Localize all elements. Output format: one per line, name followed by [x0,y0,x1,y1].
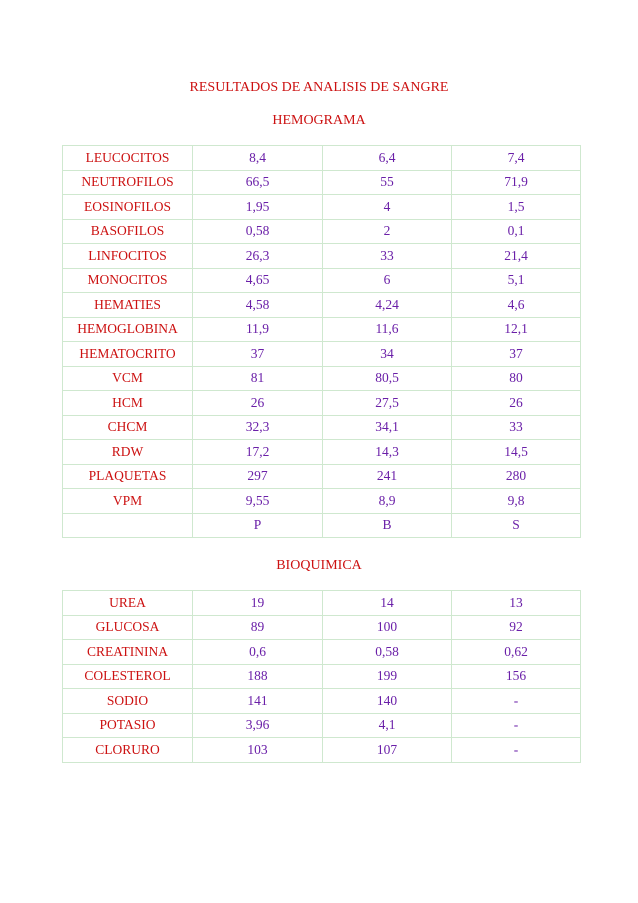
row-label: CLORURO [63,738,193,763]
value-cell: 37 [452,342,581,367]
value-cell: 140 [323,689,452,714]
value-cell: 71,9 [452,170,581,195]
value-cell: 0,1 [452,219,581,244]
value-cell: 14,3 [323,440,452,465]
value-cell: 89 [193,615,323,640]
value-cell: 13 [452,591,581,616]
table-row [63,317,581,342]
table-row [63,640,581,665]
value-cell: 4 [323,195,452,220]
table-row [63,713,581,738]
value-cell: 5,1 [452,268,581,293]
value-cell: 6,4 [323,146,452,171]
table-row [63,366,581,391]
value-cell: - [452,738,581,763]
value-cell: 4,1 [323,713,452,738]
row-label: UREA [63,591,193,616]
value-cell: 0,62 [452,640,581,665]
row-label: LINFOCITOS [63,244,193,269]
hemograma-heading: HEMOGRAMA [272,113,366,128]
table-row [63,464,581,489]
value-cell: 4,6 [452,293,581,318]
value-cell: 280 [452,464,581,489]
row-label: PLAQUETAS [63,464,193,489]
row-label: EOSINOFILOS [63,195,193,220]
value-cell: 12,1 [452,317,581,342]
value-cell: 100 [323,615,452,640]
value-cell: 33 [323,244,452,269]
table-row [63,591,581,616]
value-cell: 26 [193,391,323,416]
row-label: RDW [63,440,193,465]
row-label: VPM [63,489,193,514]
row-label [63,513,193,538]
value-cell: 66,5 [193,170,323,195]
row-label: HEMOGLOBINA [63,317,193,342]
value-cell: 0,58 [323,640,452,665]
value-cell: 33 [452,415,581,440]
table-row [63,415,581,440]
table-row [63,170,581,195]
row-label: HEMATIES [63,293,193,318]
page-title: RESULTADOS DE ANALISIS DE SANGRE [189,80,449,95]
value-cell: 32,3 [193,415,323,440]
bioquimica-table [62,590,581,763]
table-row [63,293,581,318]
row-label: VCM [63,366,193,391]
table-row [63,219,581,244]
value-cell: 55 [323,170,452,195]
value-cell: 199 [323,664,452,689]
value-cell: 34,1 [323,415,452,440]
table-row [63,342,581,367]
row-label: HCM [63,391,193,416]
value-cell: 21,4 [452,244,581,269]
value-cell: - [452,713,581,738]
row-label: GLUCOSA [63,615,193,640]
table-row [63,689,581,714]
value-cell: 19 [193,591,323,616]
value-cell: S [452,513,581,538]
row-label: MONOCITOS [63,268,193,293]
value-cell: 4,58 [193,293,323,318]
value-cell: 80 [452,366,581,391]
value-cell: 80,5 [323,366,452,391]
value-cell: P [193,513,323,538]
value-cell: 188 [193,664,323,689]
table-row [63,244,581,269]
row-label: NEUTROFILOS [63,170,193,195]
value-cell: 17,2 [193,440,323,465]
table-row [63,489,581,514]
row-label: CHCM [63,415,193,440]
row-label: LEUCOCITOS [63,146,193,171]
table-row [63,195,581,220]
value-cell: 241 [323,464,452,489]
table-row [63,513,581,538]
value-cell: 14 [323,591,452,616]
value-cell: 297 [193,464,323,489]
bioquimica-heading: BIOQUIMICA [276,558,362,573]
row-label: HEMATOCRITO [63,342,193,367]
value-cell: 141 [193,689,323,714]
table-row [63,146,581,171]
value-cell: 107 [323,738,452,763]
value-cell: B [323,513,452,538]
value-cell: 1,95 [193,195,323,220]
row-label: CREATININA [63,640,193,665]
table-row [63,615,581,640]
value-cell: 11,6 [323,317,452,342]
value-cell: 8,9 [323,489,452,514]
row-label: BASOFILOS [63,219,193,244]
table-row [63,440,581,465]
value-cell: 81 [193,366,323,391]
row-label: POTASIO [63,713,193,738]
row-label: COLESTEROL [63,664,193,689]
hemograma-table [62,145,581,538]
value-cell: 14,5 [452,440,581,465]
row-label: SODIO [63,689,193,714]
value-cell: 1,5 [452,195,581,220]
value-cell: - [452,689,581,714]
value-cell: 27,5 [323,391,452,416]
table-row [63,664,581,689]
value-cell: 156 [452,664,581,689]
value-cell: 103 [193,738,323,763]
value-cell: 3,96 [193,713,323,738]
value-cell: 2 [323,219,452,244]
value-cell: 8,4 [193,146,323,171]
table-row [63,268,581,293]
table-row [63,391,581,416]
value-cell: 4,24 [323,293,452,318]
value-cell: 9,55 [193,489,323,514]
value-cell: 0,58 [193,219,323,244]
value-cell: 34 [323,342,452,367]
value-cell: 37 [193,342,323,367]
value-cell: 26,3 [193,244,323,269]
table-row [63,738,581,763]
value-cell: 0,6 [193,640,323,665]
value-cell: 26 [452,391,581,416]
value-cell: 9,8 [452,489,581,514]
value-cell: 7,4 [452,146,581,171]
value-cell: 92 [452,615,581,640]
value-cell: 6 [323,268,452,293]
value-cell: 11,9 [193,317,323,342]
value-cell: 4,65 [193,268,323,293]
